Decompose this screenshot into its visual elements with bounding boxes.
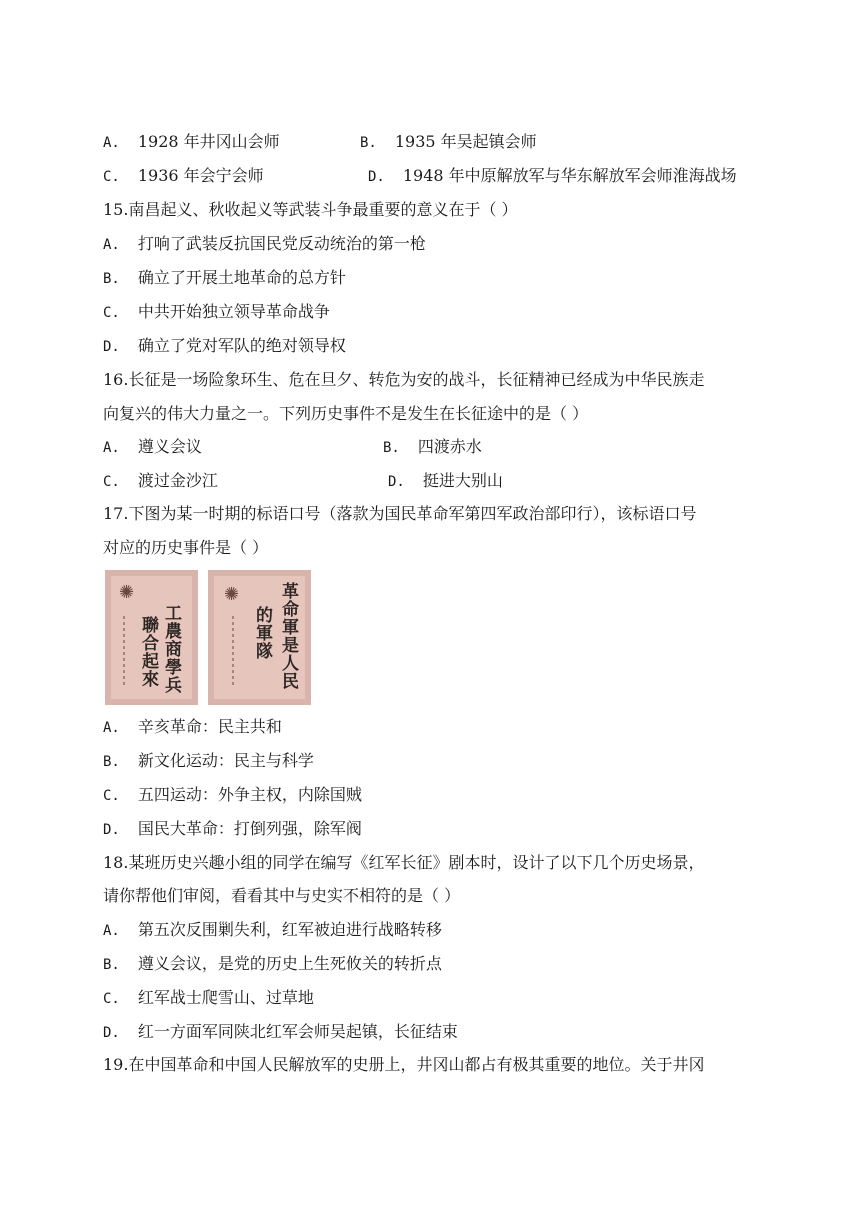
option-text: 确立了开展土地革命的总方针 — [137, 268, 346, 287]
option-text: 中共开始独立领导革命战争 — [137, 302, 330, 321]
option-text: 1936 年会宁会师 — [137, 166, 264, 185]
q17-option-a — [103, 716, 282, 739]
option-text: 第五次反围剿失利，红军被迫进行战略转移 — [137, 920, 442, 939]
option-text: 1928 年井冈山会师 — [137, 132, 280, 151]
q17-stem-line1: 17.下图为某一时期的标语口号（落款为国民革命军第四军政治部印行），该标语口号 — [103, 504, 697, 523]
slogan-text-column: 的軍隊 — [252, 606, 272, 660]
slogan-text-column: 聯合起來 — [138, 616, 158, 688]
slogan-text-column: 工農商學兵 — [161, 604, 181, 694]
option-letter: C. — [103, 991, 120, 1007]
option-text: 辛亥革命：民主共和 — [137, 717, 282, 736]
option-letter: A. — [103, 440, 120, 456]
option-letter: C. — [103, 474, 120, 490]
q16-stem-line1: 16.长征是一场险象环生、危在旦夕、转危为安的战斗，长征精神已经成为中华民族走 — [103, 370, 705, 389]
q17-option-b — [103, 750, 314, 773]
option-letter: D. — [368, 169, 385, 185]
option-text: 国民大革命：打倒列强，除军阀 — [137, 819, 362, 838]
slogan-poster-1 — [105, 570, 198, 705]
q17-option-c — [103, 784, 362, 807]
option-text: 确立了党对军队的绝对领导权 — [137, 336, 346, 355]
imprint-dots — [232, 616, 234, 686]
q16-stem-line2: 向复兴的伟大力量之一。下列历史事件不是发生在长征途中的是（ ） — [103, 404, 589, 423]
q17-stem-line2: 对应的历史事件是（ ） — [103, 538, 269, 557]
slogan-images — [105, 570, 315, 705]
q16-option-c — [103, 470, 218, 493]
option-letter: B. — [103, 271, 120, 287]
q16-option-b — [383, 436, 482, 459]
q19-stem-line1: 19.在中国革命和中国人民解放军的史册上，井冈山都占有极其重要的地位。关于井冈 — [103, 1055, 705, 1074]
imprint-dots — [123, 616, 125, 686]
option-text: 挺进大别山 — [422, 471, 503, 490]
q15-option-a — [103, 233, 426, 256]
option-letter: C. — [103, 788, 120, 804]
q18-option-d — [103, 1021, 458, 1044]
q15-option-c — [103, 301, 330, 324]
option-text: 打响了武装反抗国民党反动统治的第一枪 — [137, 234, 426, 253]
option-letter: C. — [103, 169, 120, 185]
q18-stem-line2: 请你帮他们审阅，看看其中与史实不相符的是（ ） — [103, 886, 461, 905]
q14-option-b — [360, 131, 537, 154]
q14-option-a — [103, 131, 280, 154]
option-letter: A. — [103, 923, 120, 939]
q14-option-d — [368, 165, 737, 188]
q17-option-d — [103, 818, 362, 841]
option-letter: D. — [103, 822, 120, 838]
option-letter: B. — [360, 135, 377, 151]
option-letter: A. — [103, 135, 120, 151]
option-letter: B. — [103, 957, 120, 973]
option-letter: A. — [103, 720, 120, 736]
q18-option-c — [103, 987, 314, 1010]
slogan-text-column: 革命軍是人民 — [278, 582, 298, 690]
q16-option-d — [388, 470, 503, 493]
option-letter: C. — [103, 305, 120, 321]
option-text: 遵义会议，是党的历史上生死攸关的转折点 — [137, 954, 442, 973]
option-text: 1935 年吴起镇会师 — [394, 132, 537, 151]
option-text: 遵义会议 — [137, 437, 202, 456]
q15-option-d — [103, 335, 346, 358]
sun-emblem-icon: ✺ — [224, 584, 240, 605]
q15-option-b — [103, 267, 346, 290]
option-text: 1948 年中原解放军与华东解放军会师淮海战场 — [402, 166, 737, 185]
option-text: 红军战士爬雪山、过草地 — [137, 988, 314, 1007]
slogan-poster-2 — [208, 570, 311, 705]
q15-stem: 15.南昌起义、秋收起义等武装斗争最重要的意义在于（ ） — [103, 200, 518, 219]
option-letter: D. — [103, 1025, 120, 1041]
option-text: 五四运动：外争主权，内除国贼 — [137, 785, 362, 804]
option-text: 四渡赤水 — [417, 437, 482, 456]
option-letter: D. — [388, 474, 405, 490]
q16-option-a — [103, 436, 202, 459]
q18-option-b — [103, 953, 442, 976]
q14-option-c — [103, 165, 264, 188]
option-letter: B. — [103, 754, 120, 770]
q18-option-a — [103, 919, 442, 942]
option-letter: D. — [103, 339, 120, 355]
option-letter: B. — [383, 440, 400, 456]
option-text: 红一方面军同陕北红军会师吴起镇，长征结束 — [137, 1022, 458, 1041]
sun-emblem-icon: ✺ — [119, 582, 135, 603]
option-text: 渡过金沙江 — [137, 471, 218, 490]
option-text: 新文化运动：民主与科学 — [137, 751, 314, 770]
q18-stem-line1: 18.某班历史兴趣小组的同学在编写《红军长征》剧本时，设计了以下几个历史场景， — [103, 853, 705, 872]
option-letter: A. — [103, 237, 120, 253]
